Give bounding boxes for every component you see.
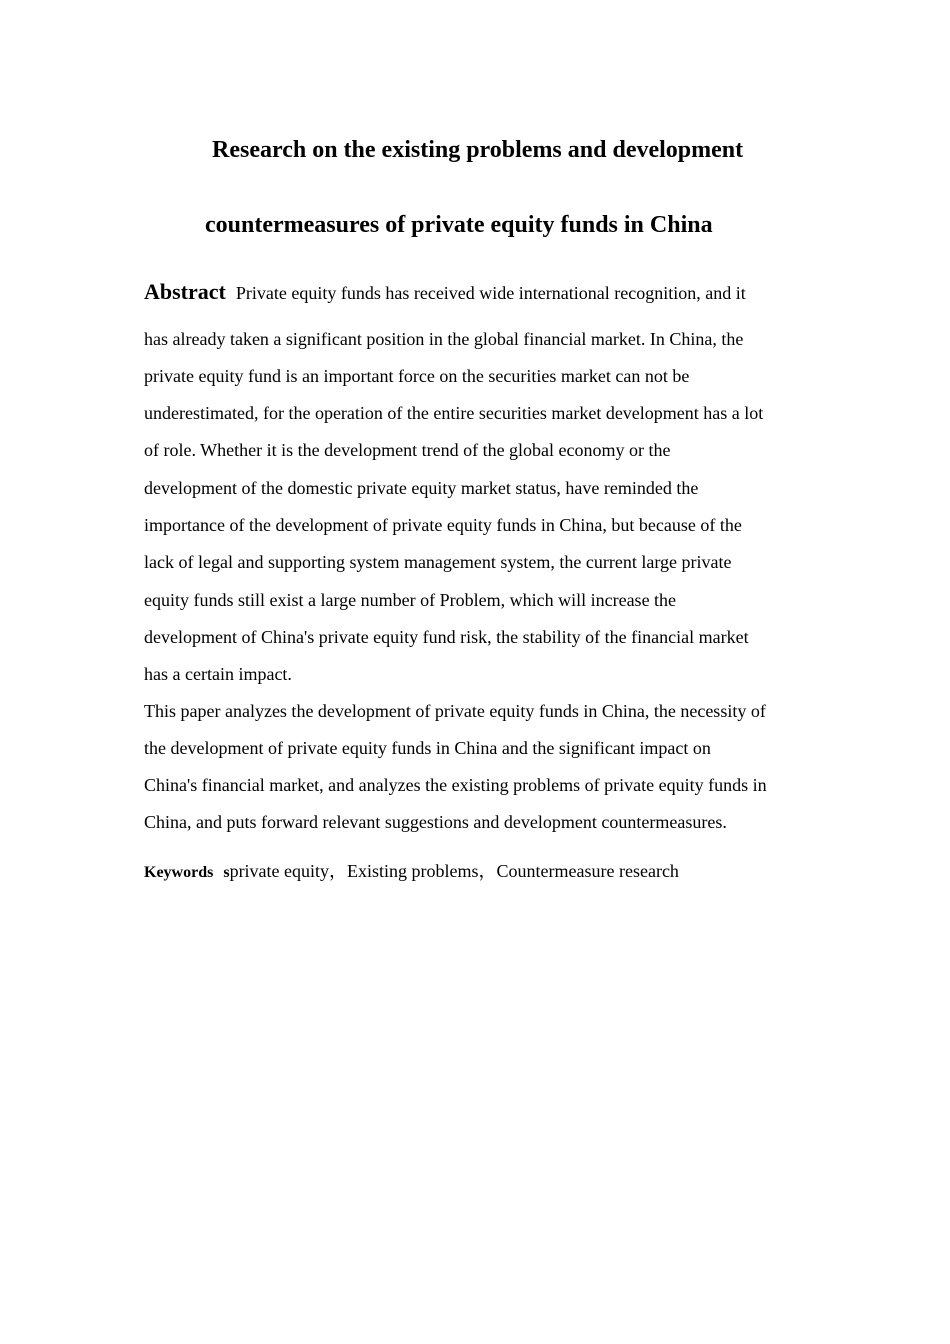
abstract-line: This paper analyzes the development of private equity funds in China, the necessity of [144,701,766,721]
abstract-line: importance of the development of private equity funds in China, but because of the [144,515,742,535]
abstract-line: China, and puts forward relevant suggestions and development countermeasures. [144,812,727,832]
abstract-line: China's financial market, and analyzes the existing problems of private equity funds in [144,775,767,795]
title-line-1: Research on the existing problems and development [212,137,744,163]
abstract-line: has already taken a significant position in the global financial market. In China, the [144,329,744,349]
abstract-line: private equity fund is an important force on the securities market can not be [144,366,690,386]
abstract-line: underestimated, for the operation of the entire securities market development has a lot [144,403,764,423]
abstract-line: development of China's private equity fund risk, the stability of the financial market [144,627,749,647]
abstract-line: lack of legal and supporting system management system, the current large private [144,552,732,572]
abstract-line: equity funds still exist a large number of Problem, which will increase the [144,590,677,610]
title-line-2: countermeasures of private equity funds in China [205,212,713,238]
abstract-label: Abstract [144,279,226,304]
abstract-line: development of the domestic private equity market status, have reminded the [144,478,699,498]
abstract-first-line [144,278,746,307]
keywords-label: Keywords [144,864,214,881]
keywords-s-mark: s [223,864,230,881]
abstract-line: has a certain impact. [144,664,292,684]
abstract-line: of role. Whether it is the development trend of the global economy or the [144,440,671,460]
keywords-text: private equity，Existing problems，Countermeasure research [229,861,679,881]
abstract-line: Private equity funds has received wide international recognition, and it [235,283,746,303]
keywords-line [144,860,679,884]
abstract-line: the development of private equity funds in China and the significant impact on [144,738,711,758]
